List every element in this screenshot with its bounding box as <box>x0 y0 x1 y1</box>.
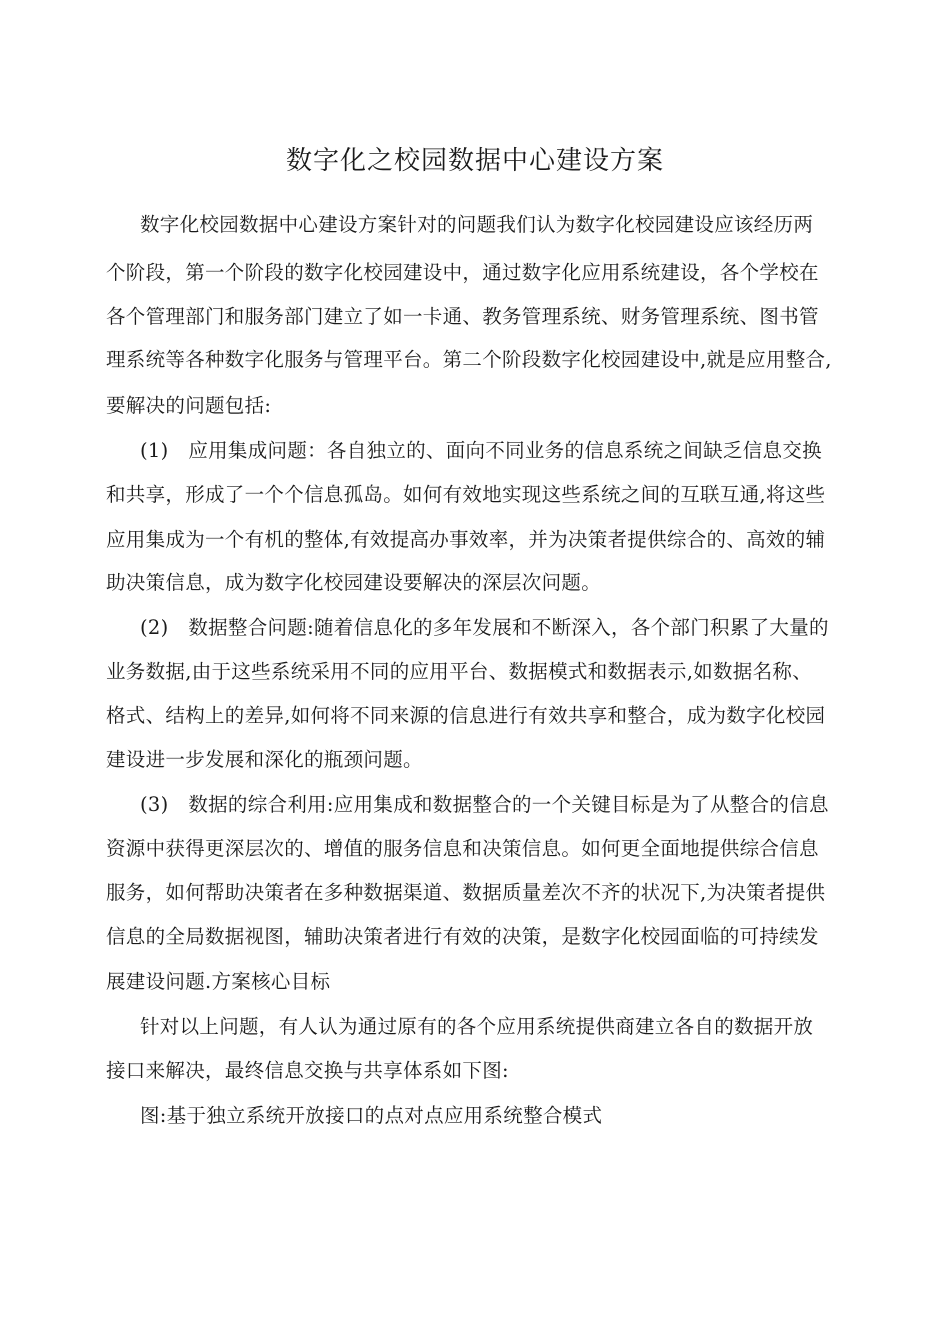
body-line: (1) 应用集成问题：各自独立的、面向不同业务的信息系统之间缺乏信息交换 <box>140 439 822 462</box>
body-line: 格式、结构上的差异,如何将不同来源的信息进行有效共享和整合，成为数字化校园 <box>106 704 826 727</box>
figure-caption: 图:基于独立系统开放接口的点对点应用系统整合模式 <box>140 1104 603 1127</box>
body-line: 理系统等各种数字化服务与管理平台。第二个阶段数字化校园建设中,就是应用整合, <box>106 348 832 371</box>
body-line: 数字化校园数据中心建设方案针对的问题我们认为数字化校园建设应该经历两 <box>140 213 814 236</box>
body-line: 资源中获得更深层次的、增值的服务信息和决策信息。如何更全面地提供综合信息 <box>106 837 819 860</box>
body-line: 建设进一步发展和深化的瓶颈问题。 <box>106 748 423 771</box>
body-line: (3) 数据的综合利用:应用集成和数据整合的一个关键目标是为了从整合的信息 <box>140 793 829 816</box>
body-line: 接口来解决，最终信息交换与共享体系如下图: <box>106 1059 509 1082</box>
document-title: 数字化之校园数据中心建设方案 <box>285 146 664 176</box>
body-line: 应用集成为一个有机的整体,有效提高办事效率，并为决策者提供综合的、高效的辅 <box>106 528 826 551</box>
body-line: 各个管理部门和服务部门建立了如一卡通、教务管理系统、财务管理系统、图书管 <box>106 305 819 328</box>
body-line: 和共享，形成了一个个信息孤岛。如何有效地实现这些系统之间的互联互通,将这些 <box>106 483 826 506</box>
body-line: 服务，如何帮助决策者在多种数据渠道、数据质量差次不齐的状况下,为决策者提供 <box>106 881 826 904</box>
body-line: 信息的全局数据视图，辅助决策者进行有效的决策，是数字化校园面临的可持续发 <box>106 925 819 948</box>
body-line: 展建设问题.方案核心目标 <box>106 970 331 993</box>
body-line: 业务数据,由于这些系统采用不同的应用平台、数据模式和数据表示,如数据名称、 <box>106 660 812 683</box>
body-line: 助决策信息，成为数字化校园建设要解决的深层次问题。 <box>106 571 602 594</box>
body-line: 个阶段，第一个阶段的数字化校园建设中，通过数字化应用系统建设，各个学校在 <box>106 261 819 284</box>
body-line: (2) 数据整合问题:随着信息化的多年发展和不断深入，各个部门积累了大量的 <box>140 616 829 639</box>
body-line: 针对以上问题，有人认为通过原有的各个应用系统提供商建立各自的数据开放 <box>140 1015 814 1038</box>
body-line: 要解决的问题包括: <box>106 394 272 417</box>
